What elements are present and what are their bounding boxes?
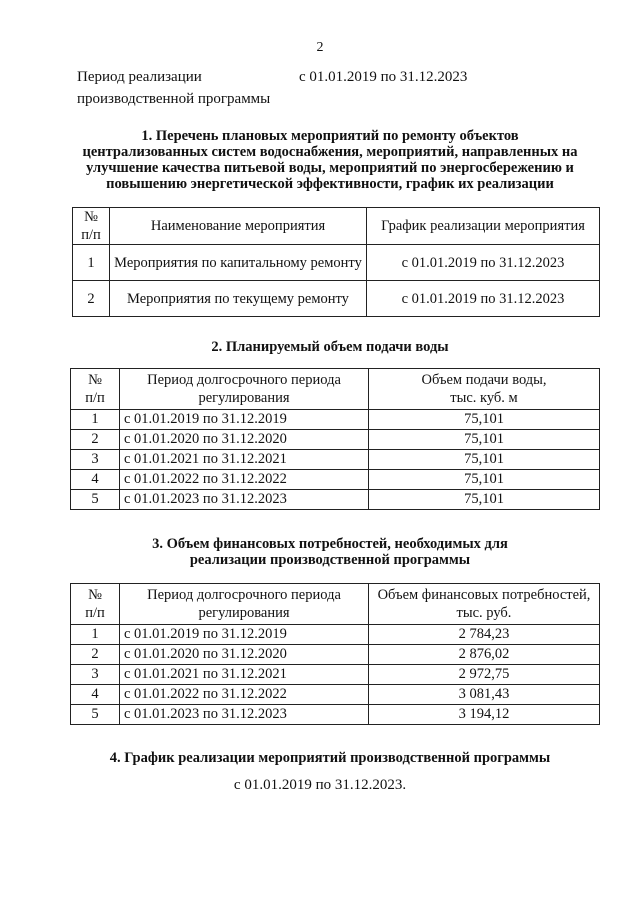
- header-period: [120, 369, 369, 410]
- row-volume: 75,101: [369, 430, 600, 450]
- row-number: 5: [71, 490, 120, 510]
- header-financial-needs: [369, 584, 600, 625]
- activity-name: Мероприятия по капитальному ремонту: [110, 245, 367, 281]
- table-row: [71, 645, 600, 665]
- header-financial-needs-line-2: тыс. руб.: [456, 605, 512, 621]
- row-number: 5: [71, 705, 120, 725]
- table-row: [71, 705, 600, 725]
- row-number: 4: [71, 685, 120, 705]
- activities-table: [72, 207, 600, 317]
- header-financial-needs-line-1: Объем финансовых потребностей,: [377, 587, 591, 603]
- row-number: 1: [71, 625, 120, 645]
- row-financial-needs: 3 194,12: [369, 705, 600, 725]
- row-volume: 75,101: [369, 450, 600, 470]
- header-period-line-2: регулирования: [198, 605, 290, 621]
- header-number-line-2: п/п: [85, 605, 105, 621]
- header-volume-line-2: тыс. куб. м: [450, 390, 518, 406]
- header-number: [73, 208, 110, 245]
- header-number-line-1: №: [88, 587, 102, 603]
- header-number: [71, 369, 120, 410]
- header-period-line-1: Период долгосрочного периода: [147, 587, 341, 603]
- period-value: с 01.01.2019 по 31.12.2023: [299, 69, 468, 85]
- header-number: [71, 584, 120, 625]
- row-volume: 75,101: [369, 470, 600, 490]
- table-row: [71, 625, 600, 645]
- financial-needs-table: [70, 583, 600, 725]
- header-period-line-1: Период долгосрочного периода: [147, 372, 341, 388]
- row-financial-needs: 2 876,02: [369, 645, 600, 665]
- row-volume: 75,101: [369, 490, 600, 510]
- table-header-row: [71, 584, 600, 625]
- header-number-line-2: п/п: [85, 390, 105, 406]
- table-row: [71, 665, 600, 685]
- row-number: 1: [73, 245, 110, 281]
- row-period: с 01.01.2019 по 31.12.2019: [120, 625, 369, 645]
- table-row: [73, 281, 600, 317]
- header-volume-line-1: Объем подачи воды,: [421, 372, 547, 388]
- header-volume: [369, 369, 600, 410]
- section-1-title-line: повышению энергетической эффективности, график их реализации: [106, 176, 554, 192]
- table-row: [71, 410, 600, 430]
- row-number: 2: [73, 281, 110, 317]
- section-1-title-line: 1. Перечень плановых мероприятий по ремонту объектов: [141, 128, 519, 144]
- activity-name: Мероприятия по текущему ремонту: [110, 281, 367, 317]
- period-label-line-2: производственной программы: [77, 91, 271, 107]
- section-2-title: 2. Планируемый объем подачи воды: [211, 339, 449, 355]
- row-financial-needs: 3 081,43: [369, 685, 600, 705]
- header-number-line-1: №: [84, 209, 98, 225]
- section-3-title: [60, 536, 600, 568]
- section-3-title-line: 3. Объем финансовых потребностей, необходимых для: [152, 536, 508, 552]
- header-number-line-1: №: [88, 372, 102, 388]
- period-label: [77, 66, 299, 110]
- row-period: с 01.01.2022 по 31.12.2022: [120, 470, 369, 490]
- row-period: с 01.01.2023 по 31.12.2023: [120, 490, 369, 510]
- row-number: 2: [71, 430, 120, 450]
- activity-schedule: с 01.01.2019 по 31.12.2023: [367, 245, 600, 281]
- table-row: [71, 450, 600, 470]
- row-period: с 01.01.2020 по 31.12.2020: [120, 645, 369, 665]
- row-financial-needs: 2 972,75: [369, 665, 600, 685]
- row-number: 2: [71, 645, 120, 665]
- section-1-title: [60, 128, 600, 192]
- header-activity-name: Наименование мероприятия: [110, 208, 367, 245]
- row-period: с 01.01.2021 по 31.12.2021: [120, 450, 369, 470]
- row-number: 1: [71, 410, 120, 430]
- program-period: [77, 66, 597, 110]
- row-period: с 01.01.2019 по 31.12.2019: [120, 410, 369, 430]
- row-period: с 01.01.2021 по 31.12.2021: [120, 665, 369, 685]
- row-number: 3: [71, 665, 120, 685]
- row-period: с 01.01.2023 по 31.12.2023: [120, 705, 369, 725]
- row-volume: 75,101: [369, 410, 600, 430]
- table-row: [73, 245, 600, 281]
- row-number: 4: [71, 470, 120, 490]
- table-header-row: [73, 208, 600, 245]
- section-1-title-line: централизованных систем водоснабжения, мероприятий, направленных на: [82, 144, 578, 160]
- activity-schedule: с 01.01.2019 по 31.12.2023: [367, 281, 600, 317]
- header-period-line-2: регулирования: [198, 390, 290, 406]
- header-number-line-2: п/п: [81, 227, 101, 243]
- table-row: [71, 470, 600, 490]
- section-3-title-line: реализации производственной программы: [189, 552, 471, 568]
- table-row: [71, 490, 600, 510]
- row-financial-needs: 2 784,23: [369, 625, 600, 645]
- row-number: 3: [71, 450, 120, 470]
- header-period: [120, 584, 369, 625]
- section-1-title-line: улучшение качества питьевой воды, мероприятий по энергосбережению и: [86, 160, 574, 176]
- table-header-row: [71, 369, 600, 410]
- water-supply-table: [70, 368, 600, 510]
- header-schedule: График реализации мероприятия: [367, 208, 600, 245]
- page-number: 2: [316, 40, 324, 55]
- table-row: [71, 685, 600, 705]
- table-row: [71, 430, 600, 450]
- row-period: с 01.01.2022 по 31.12.2022: [120, 685, 369, 705]
- section-4-title: 4. График реализации мероприятий производственной программы: [109, 750, 551, 766]
- period-label-line-1: Период реализации: [77, 69, 202, 85]
- section-4-period: с 01.01.2019 по 31.12.2023.: [233, 777, 407, 793]
- row-period: с 01.01.2020 по 31.12.2020: [120, 430, 369, 450]
